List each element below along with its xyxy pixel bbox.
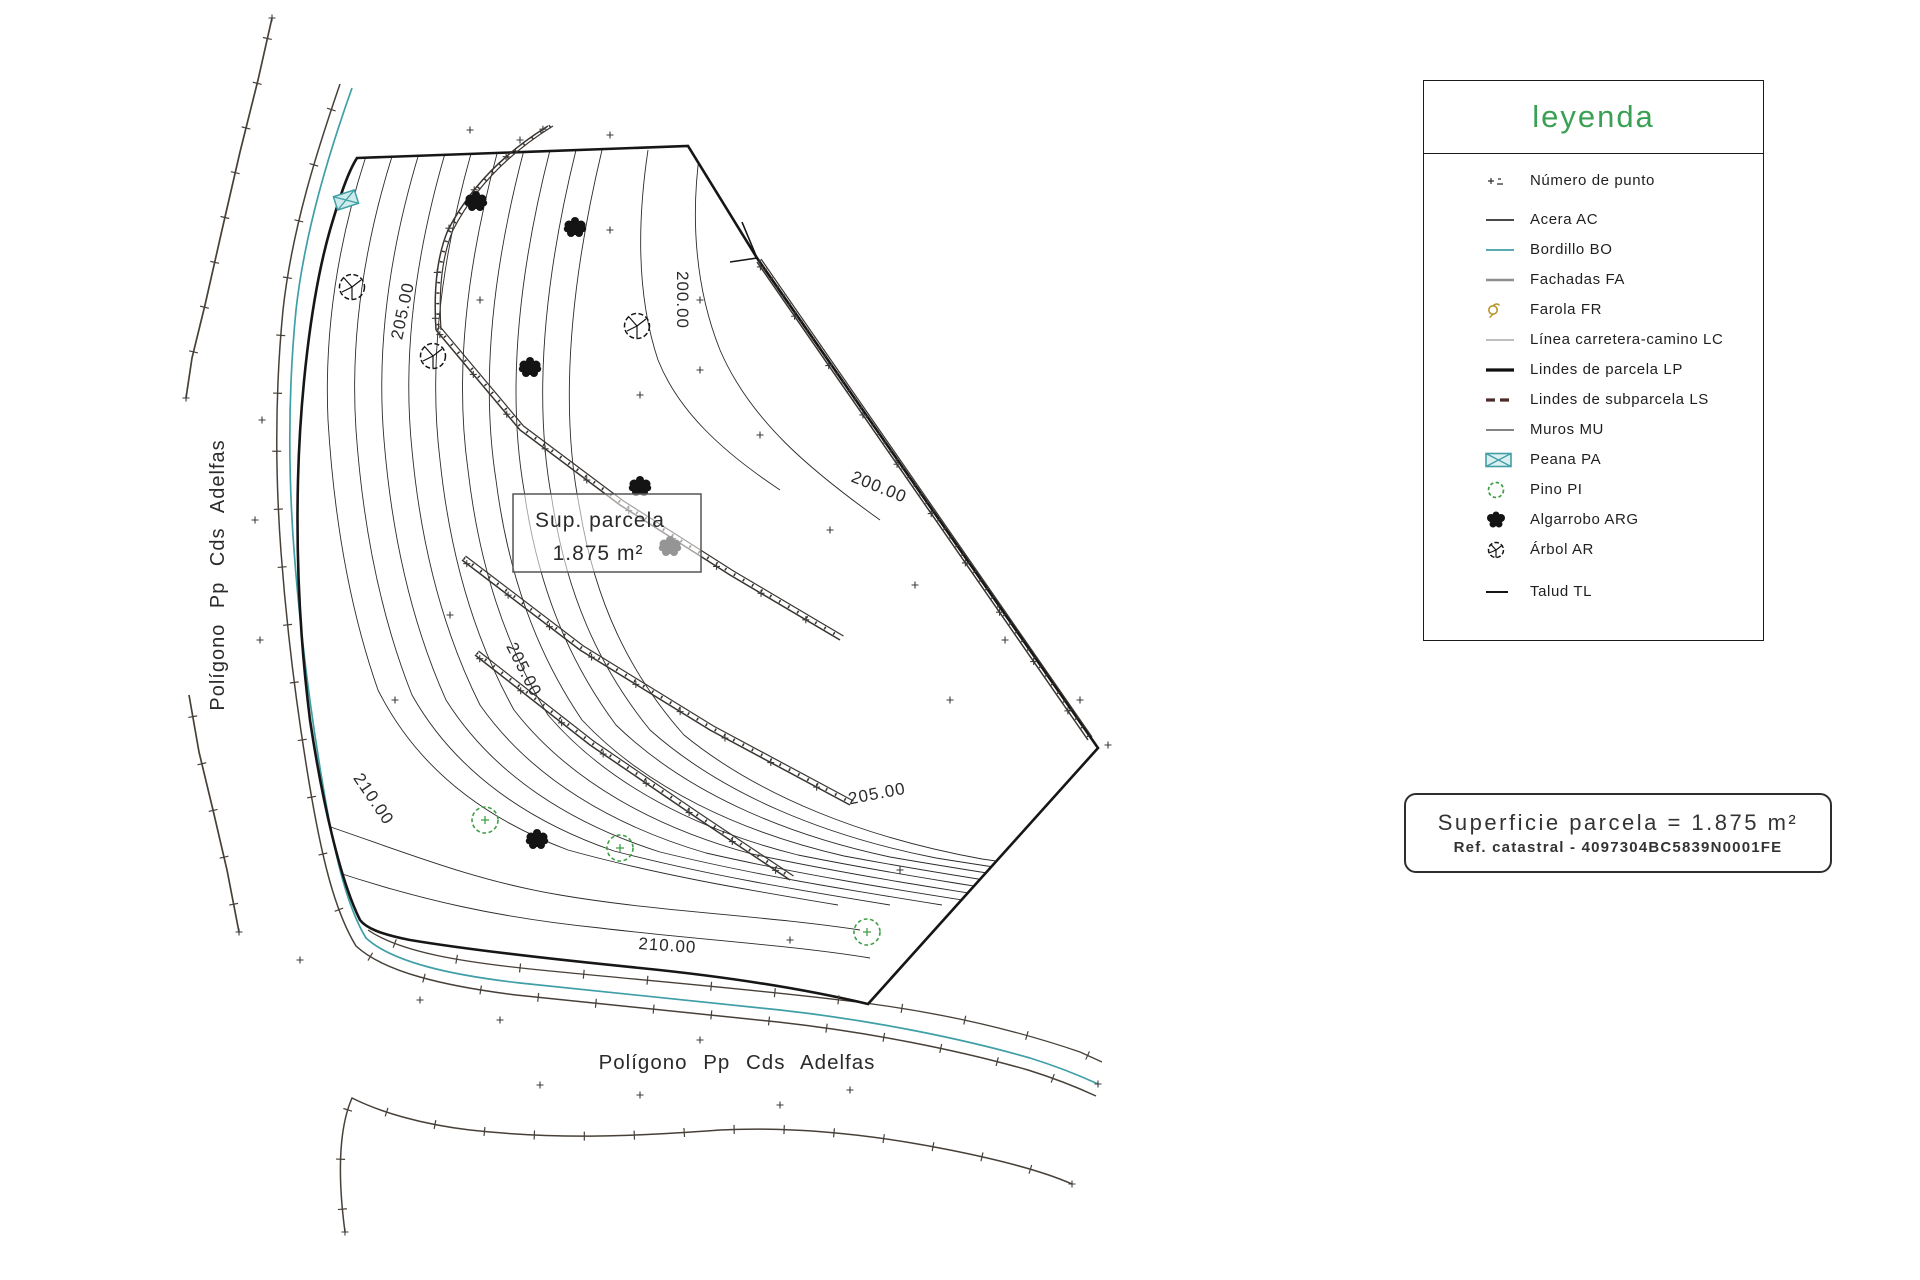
legend-item-muros: Muros MU	[1482, 420, 1757, 439]
pino-icon	[1482, 480, 1530, 500]
survey-tick-marks	[188, 37, 1089, 1209]
survey-tick	[834, 1128, 835, 1137]
point-mark	[432, 315, 439, 322]
point-mark	[897, 867, 904, 874]
point-mark	[607, 132, 614, 139]
legend-item-talud: Talud TL	[1482, 582, 1757, 601]
algarrobo-tree-symbol	[519, 357, 541, 377]
survey-tick	[684, 1128, 685, 1137]
survey-tick	[768, 1017, 769, 1026]
contour-label: 205.00	[846, 778, 908, 809]
algarrobo-icon	[1482, 510, 1530, 530]
legend-item-bordillo: Bordillo BO	[1482, 240, 1757, 259]
surface-info-box	[1404, 793, 1832, 873]
peana-symbol	[333, 190, 358, 210]
survey-tick	[276, 335, 285, 336]
survey-tick	[434, 1120, 436, 1129]
surface-area-text: Superficie parcela = 1.875 m²	[1437, 810, 1799, 835]
point-mark	[697, 367, 704, 374]
survey-tick	[653, 1005, 654, 1014]
point-mark	[392, 697, 399, 704]
arbol-tree-symbol	[340, 275, 365, 300]
survey-tick	[290, 682, 299, 683]
legend-item-numero-de-punto: Número de punto	[1482, 171, 1757, 190]
point-mark	[607, 227, 614, 234]
point-mark	[637, 392, 644, 399]
point-mark	[697, 297, 704, 304]
survey-tick	[883, 1134, 884, 1143]
point-mark	[183, 395, 190, 402]
point-mark	[847, 1087, 854, 1094]
point-mark	[802, 616, 809, 623]
legend-item-peana: Peana PA	[1482, 450, 1757, 469]
legend-item-lindes-parcela: Lindes de parcela LP	[1482, 360, 1757, 379]
point-mark	[777, 1102, 784, 1109]
survey-tick	[298, 739, 307, 740]
subparcel-stub	[730, 222, 757, 262]
catastral-ref-text: Ref. catastral - 4097304BC5839N0001FE	[1453, 839, 1783, 856]
point-mark	[1105, 742, 1112, 749]
contour-label: 200.00	[673, 271, 692, 329]
legend-items	[1424, 154, 1763, 601]
point-mark	[713, 563, 720, 570]
point-mark	[257, 637, 264, 644]
contour-label: 210.00	[349, 769, 398, 829]
legend-item-farola: Farola FR	[1482, 300, 1757, 319]
point-mark	[269, 15, 276, 22]
survey-tick	[711, 1010, 712, 1019]
point-mark	[758, 590, 765, 597]
survey-tick	[711, 982, 712, 991]
point-mark	[697, 1037, 704, 1044]
point-mark	[497, 1017, 504, 1024]
point-mark	[1069, 1181, 1076, 1188]
contour-label: 205.00	[387, 280, 418, 342]
point-mark	[827, 527, 834, 534]
algarrobo-tree-symbol	[526, 829, 548, 849]
survey-tick	[338, 1209, 347, 1210]
survey-tick	[647, 976, 648, 985]
carretera-line-icon	[1482, 330, 1530, 350]
parcel-area-line2: 1.875 m²	[552, 542, 644, 565]
survey-tick	[901, 1004, 902, 1013]
survey-tick	[520, 963, 521, 972]
algarrobo-tree-symbol	[465, 191, 487, 211]
parcel-area-line1: Sup. parcela	[535, 509, 665, 532]
point-mark	[1002, 637, 1009, 644]
point-mark	[947, 697, 954, 704]
point-mark	[537, 1082, 544, 1089]
legend-item-lindes-subparcela: Lindes de subparcela LS	[1482, 390, 1757, 409]
survey-tick	[307, 796, 316, 798]
farola-icon	[1482, 300, 1530, 320]
point-mark	[721, 735, 728, 742]
point-mark	[517, 137, 524, 144]
point-mark	[434, 269, 441, 276]
algarrobo-tree-symbol	[564, 217, 586, 237]
lindes-parcela-line-icon	[1482, 360, 1530, 380]
survey-tick	[883, 1033, 885, 1042]
legend-item-pino: Pino PI	[1482, 480, 1757, 499]
survey-tick	[538, 993, 539, 1002]
survey-tick	[774, 988, 775, 997]
legend-item-arbol: Árbol AR	[1482, 540, 1757, 559]
pino-tree-symbol	[607, 835, 633, 861]
legend-box	[1423, 80, 1764, 641]
lower-road-arc	[340, 1098, 1072, 1232]
arbol-tree-symbol	[421, 344, 446, 369]
point-mark	[467, 127, 474, 134]
arbol-tree-symbol	[625, 314, 650, 339]
survey-tick	[932, 1142, 934, 1151]
survey-tick	[595, 999, 596, 1008]
point-mark	[1077, 697, 1084, 704]
contour-labels	[349, 271, 909, 957]
talud-line-icon	[1482, 582, 1530, 602]
survey-tick	[480, 986, 481, 995]
point-mark	[477, 297, 484, 304]
lindes-subparcela-line-icon	[1482, 390, 1530, 410]
legend-title: leyenda	[1424, 81, 1763, 154]
bordillo-line	[290, 88, 1098, 1084]
point-number-icon	[1482, 171, 1530, 191]
point-mark	[236, 929, 243, 936]
point-mark	[447, 612, 454, 619]
survey-tick	[456, 955, 458, 964]
contour-label: 205.00	[502, 639, 546, 700]
point-mark	[637, 1092, 644, 1099]
point-mark	[757, 432, 764, 439]
legend-item-fachadas: Fachadas FA	[1482, 270, 1757, 289]
legend-item-linea-carretera: Línea carretera-camino LC	[1482, 330, 1757, 349]
acera-line-icon	[1482, 210, 1530, 230]
street-label-bottom: Polígono Pp Cds Adelfas	[598, 1051, 876, 1074]
parcel-area-box	[513, 494, 701, 572]
point-mark	[259, 417, 266, 424]
point-mark	[342, 1229, 349, 1236]
contour-label: 200.00	[848, 467, 910, 507]
left-road-line	[186, 18, 272, 932]
muros-line-icon	[1482, 420, 1530, 440]
pino-tree-symbol	[472, 807, 498, 833]
survey-tick	[283, 624, 292, 625]
point-mark	[632, 681, 639, 688]
arbol-icon	[1482, 540, 1530, 560]
contour-label: 210.00	[637, 934, 697, 958]
street-label-left: Polígono Pp Cds Adelfas	[207, 439, 229, 711]
fachadas-line-icon	[1482, 270, 1530, 290]
contour-lines	[327, 150, 1306, 905]
point-mark	[445, 225, 452, 232]
pino-tree-symbol	[854, 919, 880, 945]
survey-tick	[484, 1127, 485, 1136]
survey-tick	[229, 903, 238, 905]
point-mark	[588, 654, 595, 661]
point-mark	[767, 759, 774, 766]
point-mark	[813, 784, 820, 791]
bordillo-line-icon	[1482, 240, 1530, 260]
survey-tick	[278, 567, 287, 568]
legend-item-acera: Acera AC	[1482, 210, 1757, 229]
point-mark	[677, 708, 684, 715]
point-mark	[252, 517, 259, 524]
survey-tick	[826, 1024, 827, 1033]
legend-item-algarrobo: Algarrobo ARG	[1482, 510, 1757, 529]
point-mark	[297, 957, 304, 964]
point-mark	[417, 997, 424, 1004]
point-mark	[912, 582, 919, 589]
survey-tick	[283, 277, 292, 278]
point-mark	[1095, 1081, 1102, 1088]
algarrobo-tree-symbol	[629, 476, 651, 496]
survey-tick	[188, 716, 197, 718]
survey-tick	[583, 970, 584, 979]
peana-icon	[1482, 450, 1530, 470]
point-mark	[787, 937, 794, 944]
